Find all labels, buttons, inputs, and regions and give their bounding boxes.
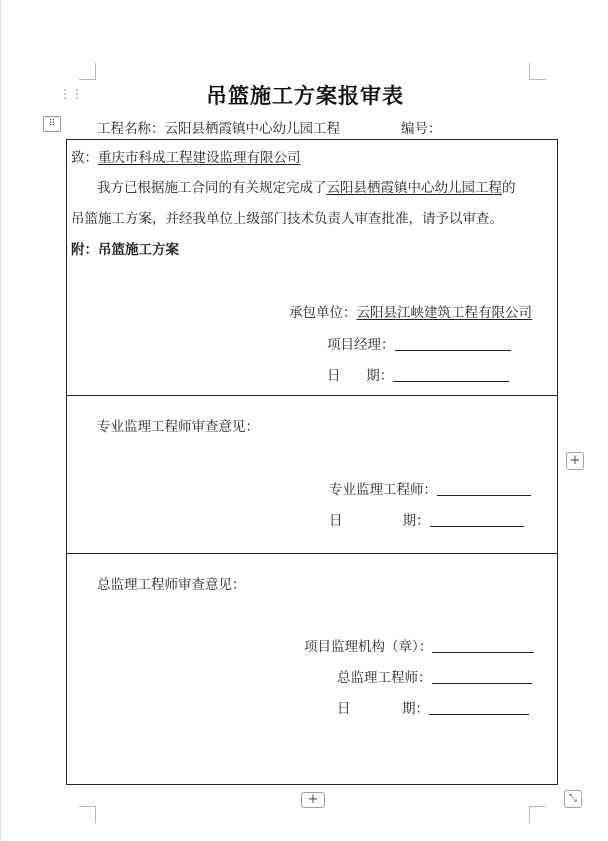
body-line-2: 吊篮施工方案，并经我单位上级部门技术负责人审查批准，请予以审查。 bbox=[71, 211, 503, 227]
table-move-handle-icon[interactable]: ⠿ bbox=[43, 116, 61, 132]
agency-seal-field[interactable] bbox=[432, 638, 534, 653]
application-date-label: 日 期： bbox=[327, 368, 394, 384]
contractor-label: 承包单位： bbox=[289, 305, 357, 321]
agency-label: 项目监理机构（章）： bbox=[304, 639, 433, 655]
chief-date-line bbox=[337, 697, 529, 717]
approval-form-table bbox=[66, 139, 558, 785]
chief-engineer-label: 总监理工程师： bbox=[337, 670, 432, 686]
to-label: 致： bbox=[71, 150, 98, 166]
project-name: 云阳县栖霞镇中心幼儿园工程 bbox=[164, 121, 340, 137]
manager-label: 项目经理： bbox=[327, 337, 395, 353]
margin-corner-bottom-left bbox=[79, 806, 96, 823]
chief-date-field[interactable] bbox=[429, 700, 529, 715]
contractor-line bbox=[289, 301, 532, 321]
chief-date-label: 日 期： bbox=[337, 701, 429, 717]
specialist-date-line bbox=[329, 509, 524, 529]
manager-signature-field[interactable] bbox=[395, 336, 511, 351]
specialist-engineer-signature-field[interactable] bbox=[437, 481, 531, 496]
project-label: 工程名称： bbox=[97, 121, 165, 137]
manager-line bbox=[327, 333, 511, 353]
chief-opinion-heading: 总监理工程师审查意见： bbox=[97, 577, 246, 593]
margin-corner-top-left bbox=[79, 63, 96, 80]
number-label: 编号： bbox=[401, 121, 442, 137]
add-row-icon[interactable]: + bbox=[301, 792, 325, 808]
specialist-engineer-label: 专业监理工程师： bbox=[329, 482, 437, 498]
margin-corner-bottom-right bbox=[529, 806, 546, 823]
margin-corner-top-right bbox=[529, 63, 546, 80]
body-project-name: 云阳县栖霞镇中心幼儿园工程 bbox=[326, 180, 502, 196]
add-column-icon[interactable]: + bbox=[566, 452, 584, 470]
body-text-pre: 我方已根据施工合同的有关规定完成了 bbox=[97, 180, 327, 196]
chief-review-section bbox=[67, 553, 557, 787]
specialist-date-label: 日 期： bbox=[329, 513, 430, 529]
drag-handle-icon[interactable]: ⋮⋮ bbox=[59, 87, 83, 101]
attachment-line: 附：吊篮施工方案 bbox=[71, 242, 179, 258]
specialist-engineer-line bbox=[329, 478, 531, 498]
specialist-opinion-heading: 专业监理工程师审查意见： bbox=[97, 419, 259, 435]
chief-engineer-line bbox=[337, 666, 532, 686]
agency-line bbox=[304, 635, 534, 655]
specialist-date-field[interactable] bbox=[430, 512, 524, 527]
specialist-review-section bbox=[67, 395, 557, 554]
table-resize-icon[interactable]: ⤡ bbox=[564, 790, 582, 808]
project-name-line bbox=[97, 117, 340, 137]
body-line-1 bbox=[97, 176, 516, 196]
body-text-post: 的 bbox=[502, 180, 516, 196]
chief-engineer-signature-field[interactable] bbox=[432, 669, 532, 684]
application-date-field[interactable] bbox=[393, 367, 509, 382]
application-date-line bbox=[327, 364, 509, 384]
page-title: 吊篮施工方案报审表 bbox=[206, 83, 404, 108]
contractor-name: 云阳县江峡建筑工程有限公司 bbox=[356, 305, 532, 321]
addressee-line bbox=[71, 146, 301, 166]
addressee-name: 重庆市科成工程建设监理有限公司 bbox=[98, 150, 301, 166]
application-section bbox=[67, 140, 557, 395]
